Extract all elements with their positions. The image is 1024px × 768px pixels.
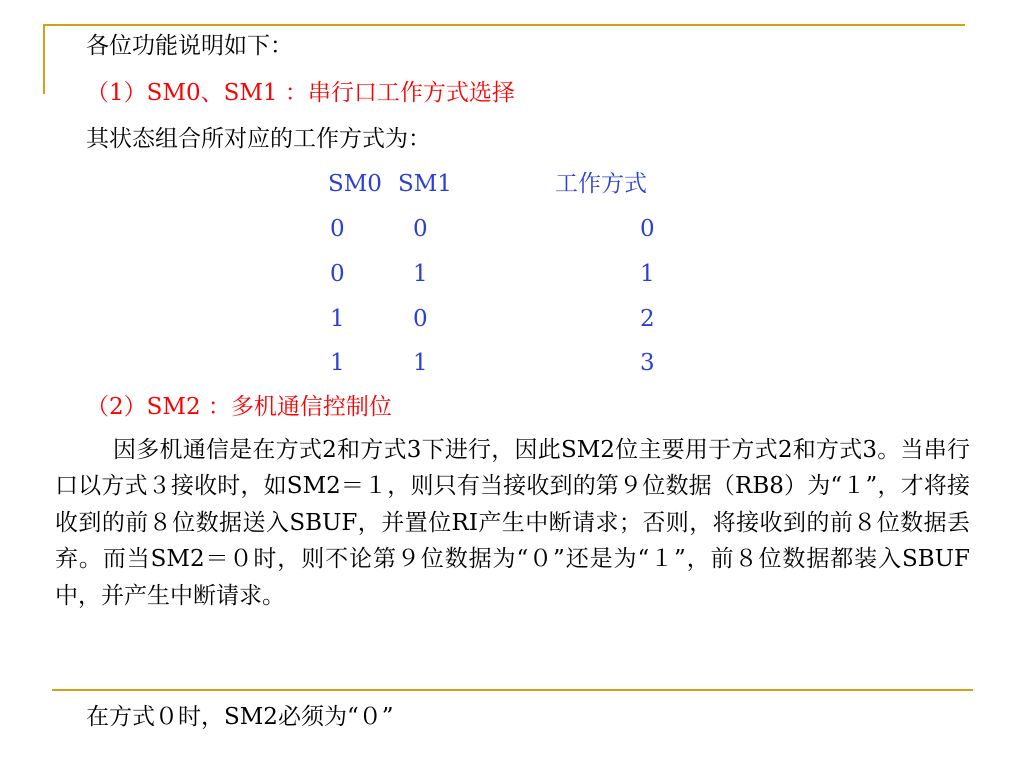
body-paragraph: 因多机通信是在方式2和方式3下进行，因此SM2位主要用于方式2和方式3。当串行口以方式３接收时，如SM2＝１，则只有当接收到的第９位数据（RB8）为“１”，才将接收到的前８位数据送入SBUF，并置位RI产生中断请求；否则，将接收到的前８位数据丢弃。而当SM2＝０时，则不论第９位数据为“０”还是为“１”，前８位数据都装入SBUF中，并产生中断请求。 <box>55 437 970 609</box>
intro-line: 各位功能说明如下： <box>86 33 293 59</box>
table-cell: 1 <box>413 261 428 287</box>
table-cell: 0 <box>413 216 428 242</box>
table-cell: 1 <box>330 306 345 332</box>
left-rule <box>43 24 45 94</box>
table-cell: 1 <box>330 350 345 376</box>
table-header-sm0: SM0 <box>328 171 382 197</box>
item1-heading: （1）SM0、SM1 ：串行口工作方式选择 <box>86 80 515 106</box>
table-cell: 1 <box>413 350 428 376</box>
table-header-sm1: SM1 <box>398 171 452 197</box>
top-rule <box>43 24 965 26</box>
table-cell: 0 <box>330 216 345 242</box>
table-cell: 0 <box>413 306 428 332</box>
footer-line: 在方式０时，SM2必须为“０” <box>86 704 394 730</box>
table-cell: 3 <box>640 350 655 376</box>
table-cell: 2 <box>640 306 655 332</box>
item2-heading: （2）SM2 ：多机通信控制位 <box>86 394 392 420</box>
table-cell: 1 <box>640 261 655 287</box>
bottom-rule <box>52 689 973 691</box>
table-header-mode: 工作方式 <box>555 171 647 197</box>
table-cell: 0 <box>330 261 345 287</box>
combo-line: 其状态组合所对应的工作方式为： <box>86 126 431 152</box>
table-cell: 0 <box>640 216 655 242</box>
